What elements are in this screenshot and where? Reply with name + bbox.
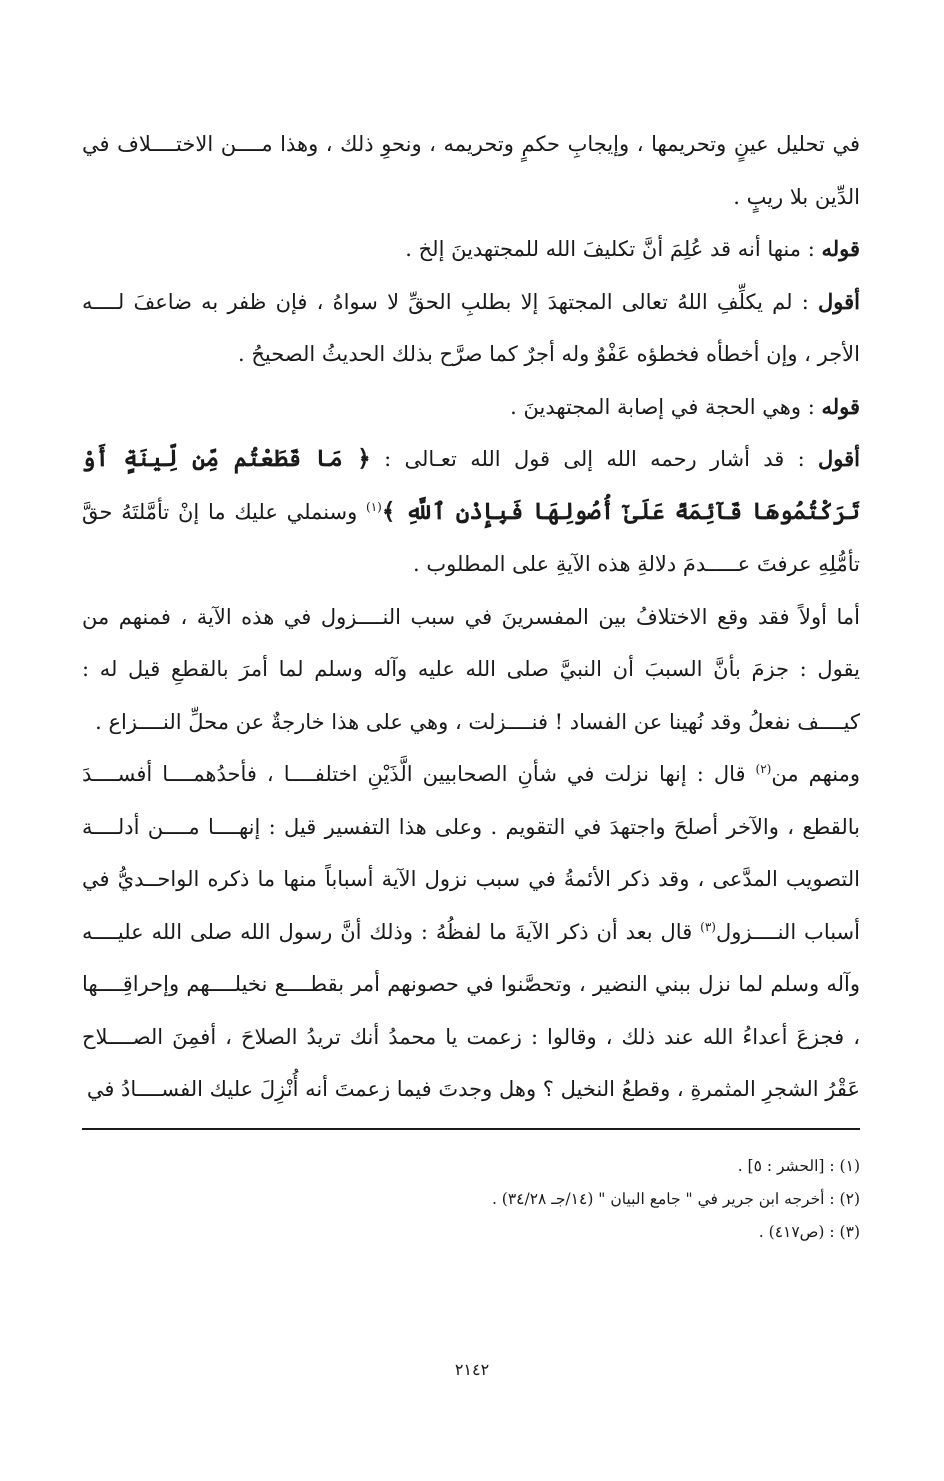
quran-verse: ﴿ مَا قَطَعْتُم مِّن لِّينَةٍ أَوْ تَرَكْتُمُوهَا قَآئِمَةً عَلَىٰٓ أُصُولِهَا فَبِإِذْنِ ٱللَّهِ ﴾ xyxy=(82,445,860,525)
keyword-label: قوله xyxy=(821,393,860,419)
text-segment: وسنملي عليك ما إنْ تأمَّلتَهُ حقَّ تأمُّلِهِ عرفتَ عـــــدمَ دلالةِ هذه الآيةِ على المطلوب . xyxy=(82,499,860,576)
text-segment: أما أولاً فقد وقع الاختلافُ بين المفسرينَ في سبب النــــزول في هذه الآية ، فمنهم من يقول : جزمَ بأنَّ السببَ أن النبيَّ صلى الله عليه وآله وسلم لما أمرَ بالقطعِ قيل له : كيــــف نفعلُ وقد نُهينا عن الفساد ! فنــــزلت ، وهي على هذا خارجةٌ عن محلِّ النــــزاع . xyxy=(82,604,860,734)
footnote-number: (٣) xyxy=(839,1223,860,1241)
keyword-label: قوله xyxy=(821,236,860,261)
page-number: ٢١٤٢ xyxy=(454,1360,490,1379)
footnote-separator xyxy=(82,1128,860,1130)
footnote-ref: (٢) xyxy=(755,762,772,776)
paragraph xyxy=(82,591,860,749)
footnote xyxy=(82,1183,860,1216)
footnote-text: : (ص٤١٧) . xyxy=(758,1223,840,1241)
paragraph xyxy=(82,433,860,591)
text-segment: : لم يكلِّفِ اللهُ تعالى المجتهدَ إلا بطلبِ الحقِّ لا سواهُ ، فإن ظفر به ضاعفَ لــــه الأجر ، وإن أخطأه فخطؤه عَفْوٌ وله أجرٌ كما صرَّح بذلك الحديثُ الصحيحُ . xyxy=(82,289,860,366)
footnote xyxy=(82,1150,860,1183)
paragraph xyxy=(82,381,860,434)
footnote-number: (٢) xyxy=(839,1190,860,1208)
footnote-text: : أخرجه ابن جرير في " جامع البيان " (١٤/جـ ٣٤/٢٨) . xyxy=(491,1190,840,1208)
footnote-number: (١) xyxy=(839,1157,860,1175)
paragraph xyxy=(82,276,860,381)
footnotes xyxy=(82,1150,860,1249)
keyword-label: أقول xyxy=(818,288,860,314)
page-body xyxy=(82,118,860,1116)
footnote xyxy=(82,1216,860,1249)
footnote-ref: (١) xyxy=(366,499,382,514)
text-segment: : منها أنه قد عُلِمَ أنَّ تكليفَ الله للمجتهدينَ إلخ . xyxy=(405,237,822,261)
text-segment: في تحليل عينٍ وتحريمها ، وإيجابِ حكمٍ وتحريمه ، ونحوِ ذلك ، وهذا مــــن الاختــــلاف في الدِّين بلا ريبٍ . xyxy=(82,132,860,209)
text-segment: قال بعد أن ذكر الآيةَ ما لفظُهُ : وذلك أنَّ رسول الله صلى الله عليــــه وآله وسلم لما نزل ببني النضير ، وتحصَّنوا في حصونهم أمر بقطــــع نخيلــــهم وإحراقِــــها ، فجزعَ أعداءُ الله عند ذلك ، وقالوا : زعمت يا محمدُ أنك تريدُ الصلاحَ ، أفمِنَ الصــــلاح عَقْرُ الشجرِ المثمرةِ ، وقطعُ النخيل ؟ وهل وجدتَ فيما زعمتَ أنه أُنْزِلَ عليك الفســــادُ في xyxy=(82,919,860,1101)
paragraph xyxy=(82,748,860,1116)
main-text xyxy=(82,118,860,1116)
footnote-ref: (٣) xyxy=(700,919,716,934)
text-segment: : قد أشار رحمه الله إلى قول الله تعـالى : xyxy=(370,447,819,471)
text-segment: قال : إنها نزلت في شأنِ الصحابيين الَّذَيْنِ اختلفــــا ، فأحدُهمــــا أفســــدَ بالقطع ، والآخر أصلحَ واجتهدَ في التقويم . وعلى هذا التفسير قيل : إنهــــا مــــن أدلــــة التصويب المدَّعى ، وقد ذكر الأئمةُ في سبب نزول الآية أسباباً منها ما ذكره الواحــديُّ في أسباب النــــزول xyxy=(82,762,860,944)
paragraph xyxy=(82,118,860,223)
footnote-text: : [الحشر : ٥] . xyxy=(737,1157,840,1175)
paragraph xyxy=(82,223,860,276)
keyword-label: أقول xyxy=(818,446,860,471)
text-segment: ومنهم من xyxy=(771,762,860,786)
text-segment: : وهي الحجة في إصابة المجتهدينَ . xyxy=(510,394,822,419)
